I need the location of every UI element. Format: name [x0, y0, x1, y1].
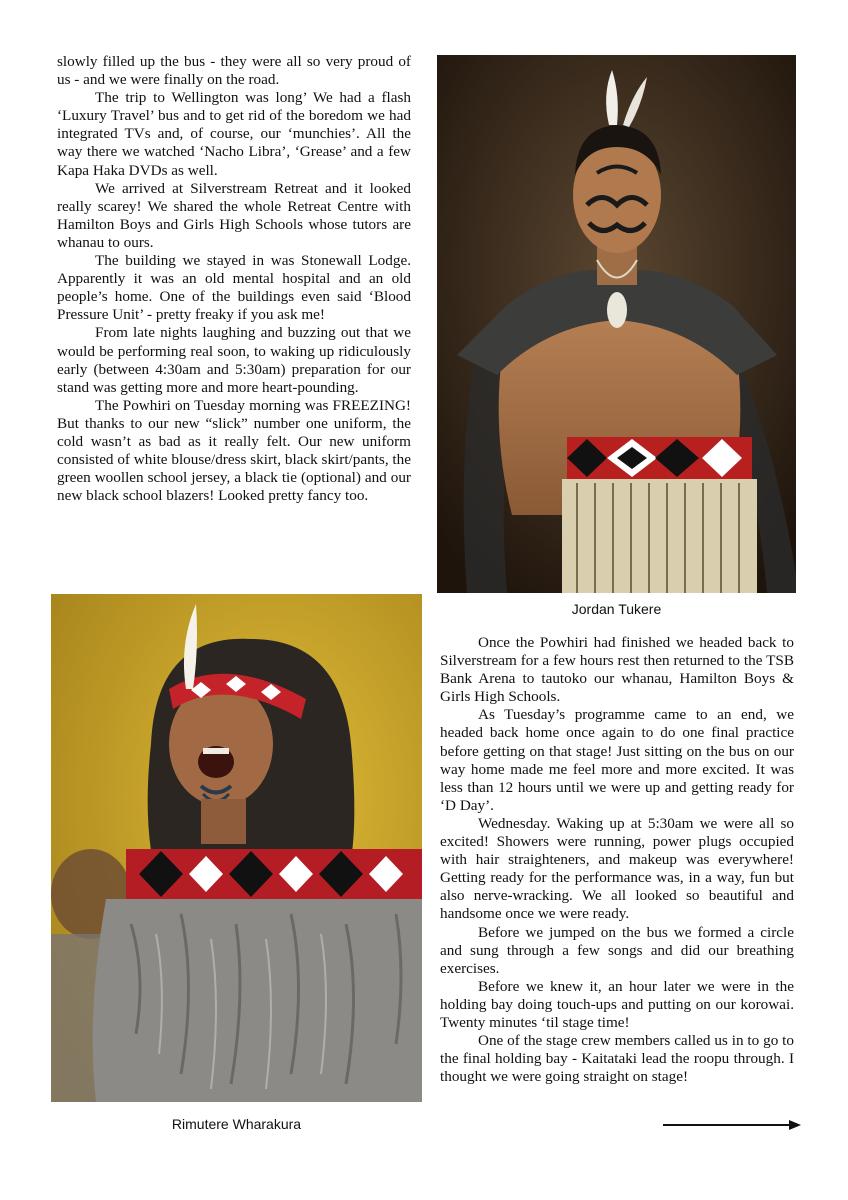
paragraph: We arrived at Silverstream Retreat and it looked really scarey! We shared the whole Retreat Centre with Hamilton Boys and Girls High Schools whose tutors are whanau to ours.	[57, 179, 411, 251]
paragraph: The Powhiri on Tuesday morning was FREEZING! But thanks to our new “slick” number one uniform, the cold wasn’t as bad as it really felt. Our new uniform consisted of white blouse/dress skirt, black skirt/pants, the green woollen school jersey, a black tie (optional) and our new black school blazers! Looked pretty fancy too.	[57, 396, 411, 505]
article-column-left	[57, 53, 411, 505]
paragraph: As Tuesday’s programme came to an end, we headed back home once again to do one final practice before getting on that stage! Just sitting on the bus on our way home made me feel more and more excited. It was less than 12 hours until we were up and getting ready for ‘D Day’.	[440, 706, 794, 814]
paragraph: One of the stage crew members called us in to go to the final holding bay - Kaitataki lead the roopu through. I thought we were going straight on stage!	[440, 1032, 794, 1086]
article-column-right	[440, 634, 794, 1086]
paragraph: From late nights laughing and buzzing out that we would be performing real soon, to waking up ridiculously early (between 4:30am and 5:30am) preparation for our stand was getting more and more heart-pounding.	[57, 324, 411, 396]
paragraph: The building we stayed in was Stonewall Lodge. Apparently it was an old mental hospital and an old people’s home. One of the buildings even said ‘Blood Pressure Unit’ - pretty freaky if you ask me!	[57, 252, 411, 324]
arrow-right-icon	[663, 1118, 803, 1132]
photo-rimutere-wharakura	[51, 594, 422, 1102]
performer-photo-illustration	[437, 55, 796, 593]
photo-caption: Rimutere Wharakura	[171, 1116, 302, 1132]
paragraph: Wednesday. Waking up at 5:30am we were all so excited! Showers were running, power plugs occupied with hair straighteners, and makeup was everywhere! Getting ready for the performance was, in a way, fun but also nerve-wracking. We all looked so beautiful and handsome once we were ready.	[440, 814, 794, 923]
paragraph: Before we knew it, an hour later we were in the holding bay doing touch-ups and putting on our korowai. Twenty minutes ‘til stage time!	[440, 977, 794, 1031]
paragraph: slowly filled up the bus - they were all so very proud of us - and we were finally on the road.	[57, 53, 411, 89]
photo-caption: Jordan Tukere	[571, 601, 662, 617]
paragraph: Before we jumped on the bus we formed a circle and sung through a few songs and did our breathing exercises.	[440, 923, 794, 977]
photo-jordan-tukere	[437, 55, 796, 593]
performer-photo-illustration	[51, 594, 422, 1102]
paragraph: Once the Powhiri had finished we headed back to Silverstream for a few hours rest then returned to the TSB Bank Arena to tautoko our whanau, Hamilton Boys & Girls High Schools.	[440, 634, 794, 706]
paragraph: The trip to Wellington was long’ We had a flash ‘Luxury Travel’ bus and to get rid of the boredom we had integrated TVs and, of course, our ‘munchies’. All the way there we watched ‘Nacho Libra’, ‘Grease’ and a few Kapa Haka DVDs as well.	[57, 89, 411, 179]
